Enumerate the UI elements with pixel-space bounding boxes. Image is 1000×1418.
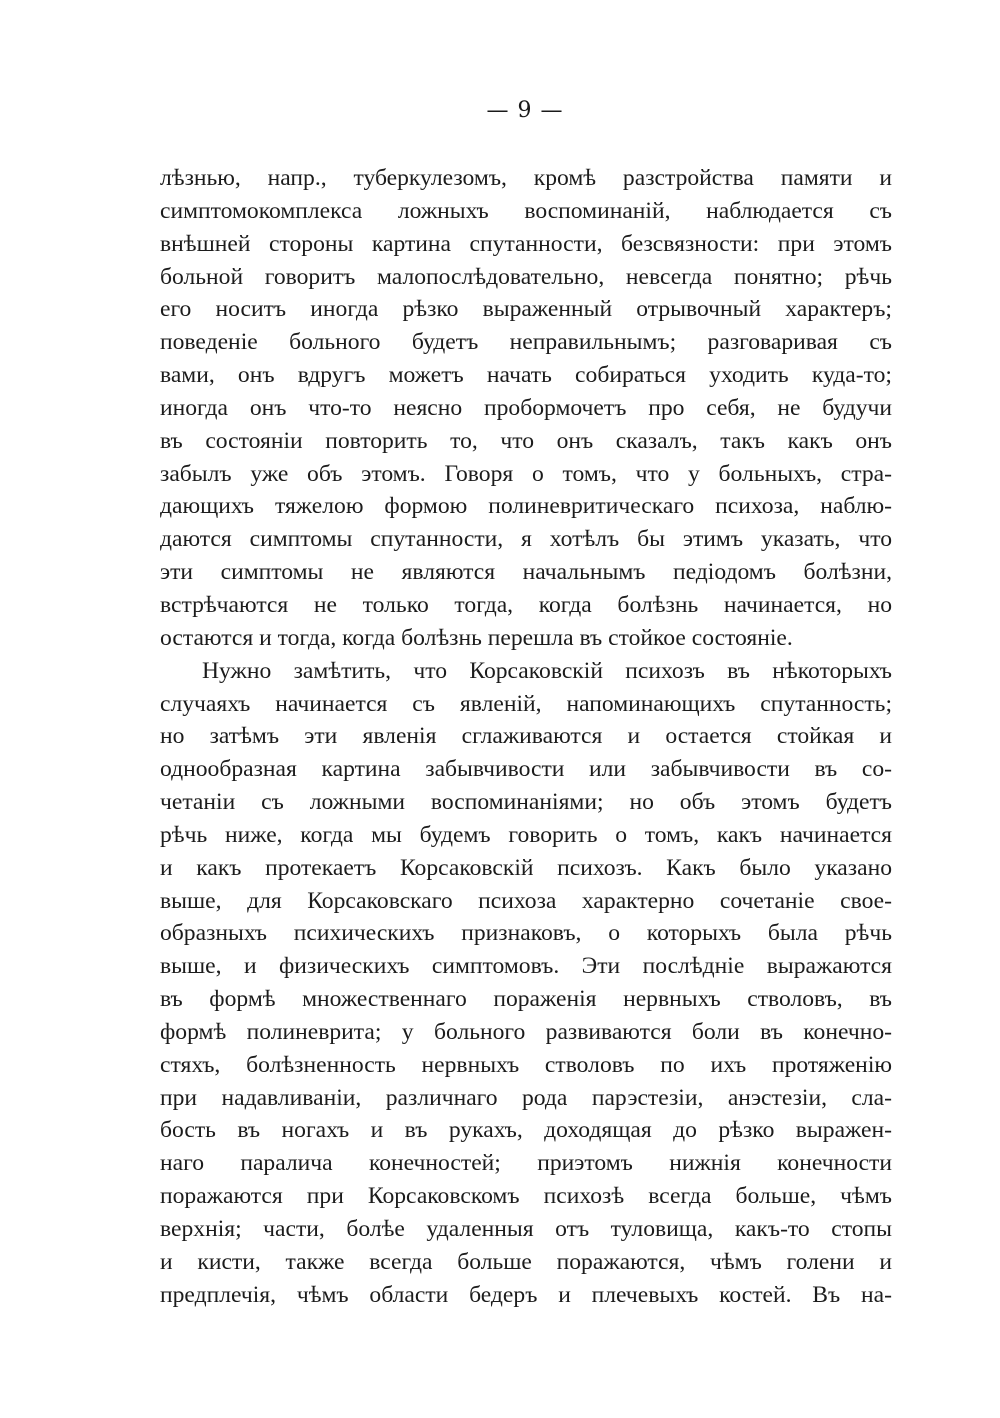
text-line: забылъ уже объ этомъ. Говоря о томъ, что у больныхъ, стра- (160, 460, 892, 487)
text-line: предплечія, чѣмъ области бедеръ и плечевыхъ костей. Въ на- (160, 1281, 892, 1308)
text-line: лѣзнью, напр., туберкулезомъ, кромѣ разстройства памяти и (160, 165, 892, 191)
text-line: симптомокомплекса ложныхъ воспоминаній, наблюдается съ (160, 197, 892, 224)
text-line: въ формѣ множественнаго пораженія нервныхъ стволовъ, въ (160, 986, 892, 1013)
text-line: формѣ полиневрита; у больного развиваются боли въ конечно- (160, 1018, 892, 1045)
text-line: эти симптомы не являются начальнымъ педіодомъ болѣзни, (160, 559, 892, 586)
text-line: стяхъ, болѣзненность нервныхъ стволовъ по ихъ протяженію (160, 1051, 892, 1078)
text-line: наго паралича конечностей; приэтомъ нижнія конечности (160, 1150, 892, 1177)
paragraph (160, 162, 892, 655)
text-line: однообразная картина забывчивости или забывчивости въ со- (160, 756, 892, 783)
text-line: его носитъ иногда рѣзко выраженный отрывочный характеръ; (160, 296, 892, 323)
text-line: выше, и физическихъ симптомовъ. Эти послѣдніе выражаются (160, 953, 892, 980)
text-line: случаяхъ начинается съ явленій, напоминающихъ спутанность; (160, 690, 892, 717)
text-line: иногда онъ что-то неясно пробормочетъ про себя, не будучи (160, 394, 892, 421)
text-line: четаніи съ ложными воспоминаніями; но объ этомъ будетъ (160, 789, 892, 816)
text-line: внѣшней стороны картина спутанности, безсвязности: при этомъ (160, 230, 892, 257)
text-line: рѣчь ниже, когда мы будемъ говорить о томъ, какъ начинается (160, 821, 892, 848)
text-line: поведеніе больного будетъ неправильнымъ; разговаривая съ (160, 329, 892, 356)
text-line: верхнія; части, болѣе удаленныя отъ туловища, какъ-то стопы (160, 1216, 892, 1242)
paragraph (160, 655, 892, 1312)
text-line: встрѣчаются не только тогда, когда болѣзнь начинается, но (160, 591, 892, 618)
text-line: и какъ протекаетъ Корсаковскій психозъ. Какъ было указано (160, 854, 892, 881)
body-text (160, 162, 892, 1312)
text-line: бость въ ногахъ и въ рукахъ, доходящая до рѣзко выражен- (160, 1117, 892, 1144)
text-line: поражаются при Корсаковскомъ психозѣ всегда больше, чѣмъ (160, 1183, 892, 1210)
text-line: остаются и тогда, когда болѣзнь перешла въ стойкое состояніе. (160, 624, 793, 651)
text-line: Нужно замѣтить, что Корсаковскій психозъ въ нѣкоторыхъ (202, 657, 892, 684)
text-line: больной говоритъ малопослѣдовательно, невсегда понятно; рѣчь (160, 263, 892, 290)
text-line: и кисти, также всегда больше поражаются, чѣмъ голени и (160, 1248, 892, 1275)
text-line: въ состояніи повторить то, что онъ сказалъ, такъ какъ онъ (160, 427, 892, 454)
text-line: но затѣмъ эти явленія сглаживаются и остается стойкая и (160, 723, 892, 750)
text-line: при надавливаніи, различнаго рода парэстезіи, анэстезіи, сла- (160, 1084, 892, 1111)
text-line: даются симптомы спутанности, я хотѣлъ бы этимъ указать, что (160, 526, 892, 553)
text-line: выше, для Корсаковскаго психоза характерно сочетаніе свое- (160, 887, 892, 914)
text-line: вами, онъ вдругъ можетъ начать собираться уходить куда-то; (160, 362, 892, 389)
page-number: — 9 — (486, 98, 564, 123)
text-line: дающихъ тяжелою формою полиневритическаго психоза, наблю- (160, 493, 892, 520)
text-line: образныхъ психическихъ признаковъ, о которыхъ была рѣчь (160, 920, 892, 947)
